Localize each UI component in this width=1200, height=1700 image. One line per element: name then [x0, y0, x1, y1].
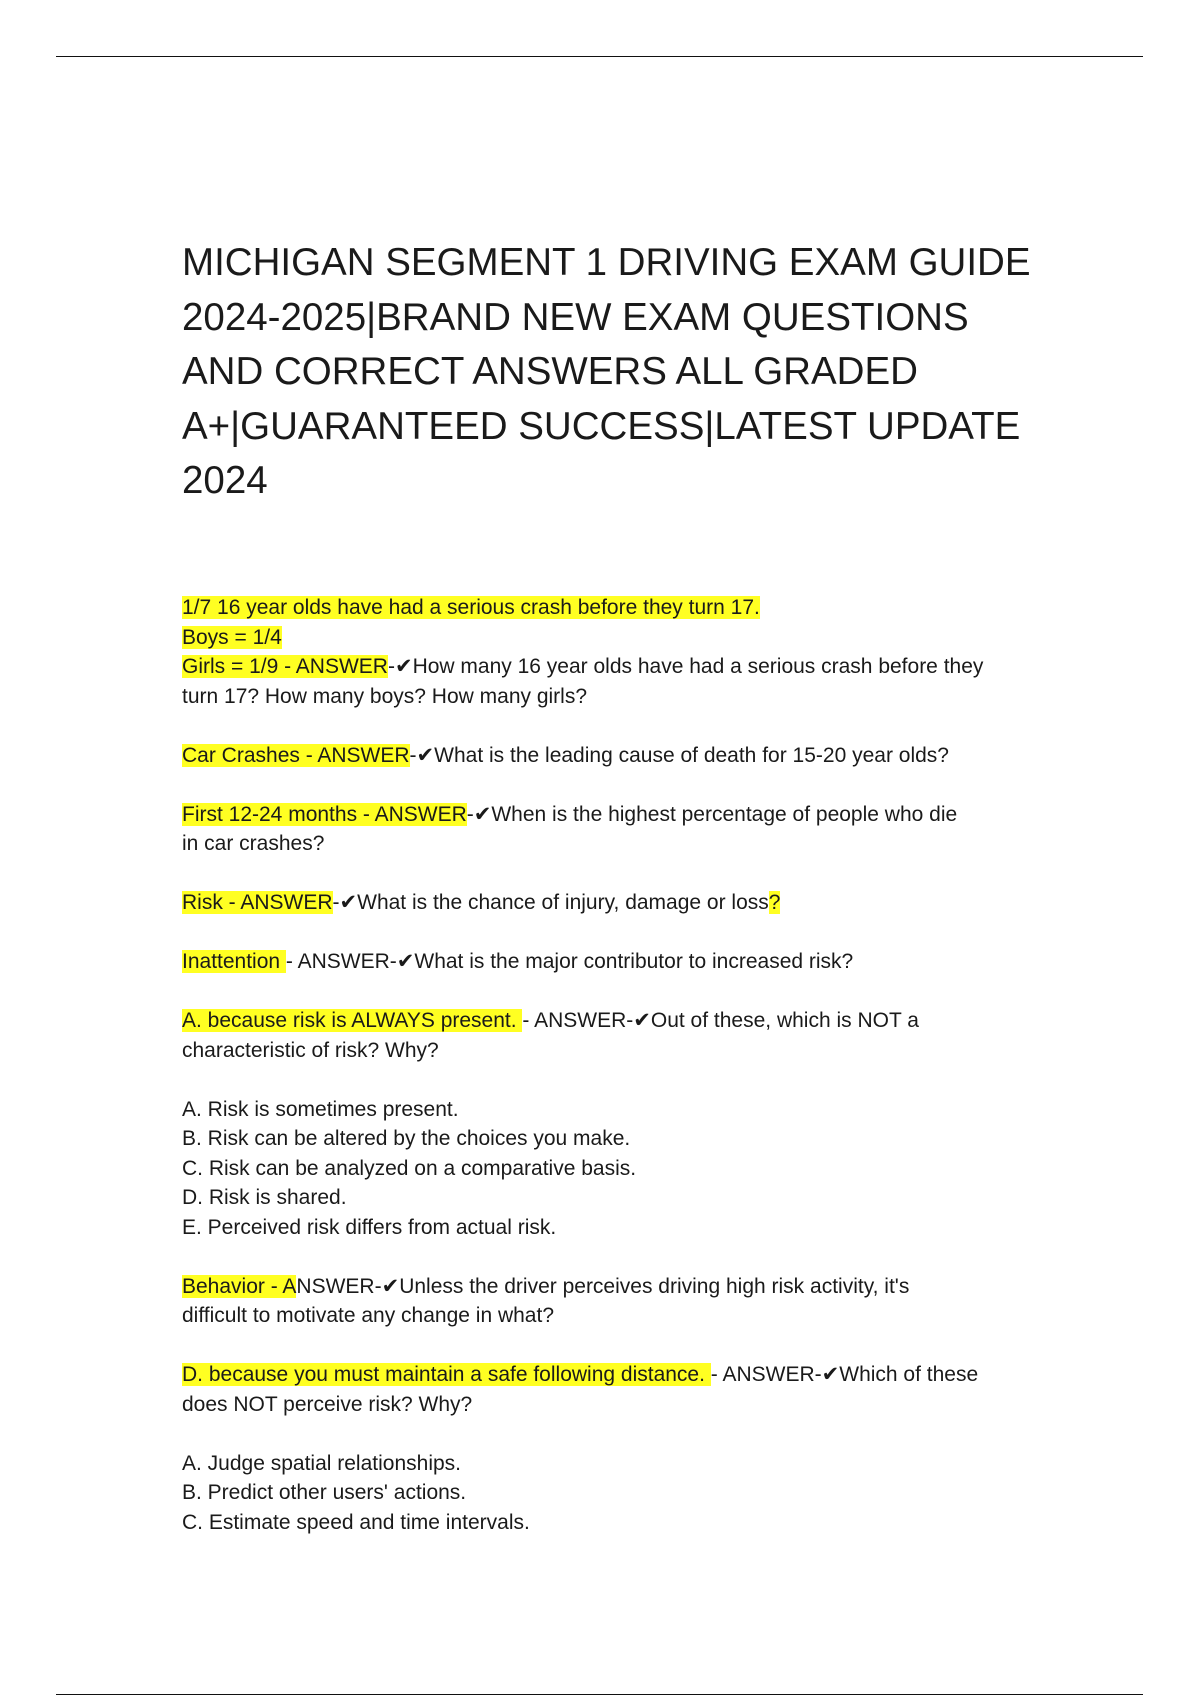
question-text: Out of these, which is NOT a	[650, 1009, 919, 1032]
title-line: AND CORRECT ANSWERS ALL GRADED	[182, 350, 918, 393]
qa-item-1	[182, 593, 1042, 711]
question-text: turn 17? How many boys? How many girls?	[182, 684, 588, 708]
checkmark-icon: ✔	[394, 654, 413, 678]
title-line: A+|GUARANTEED SUCCESS|LATEST UPDATE	[182, 404, 1021, 448]
option-list	[182, 1095, 1042, 1243]
answer-highlight: Car Crashes - ANSWER	[182, 743, 410, 767]
checkmark-icon: ✔	[339, 890, 358, 914]
answer-highlight: D. because you must maintain a safe following distance.	[182, 1363, 711, 1386]
separator: -	[466, 802, 474, 826]
question-text: Which of these	[839, 1363, 979, 1386]
answer-highlight: Risk - ANSWER	[182, 891, 333, 914]
option-item: A. Judge spatial relationships.	[182, 1451, 461, 1475]
question-text: When is the highest percentage of people who die	[491, 802, 958, 826]
question-text: characteristic of risk? Why?	[182, 1038, 439, 1062]
checkmark-icon: ✔	[633, 1008, 651, 1032]
qa-item-6	[182, 1006, 1042, 1065]
question-text: in car crashes?	[182, 832, 325, 855]
bottom-rule	[56, 1694, 1143, 1695]
qa-item-4	[182, 888, 1042, 918]
question-text: What is the chance of injury, damage or loss	[357, 891, 769, 914]
answer-highlight: 1/7 16 year olds have had a serious crash before they turn 17.	[182, 596, 760, 619]
document-title	[182, 236, 1062, 509]
checkmark-icon: ✔	[381, 1273, 400, 1298]
answer-highlight: ?	[768, 891, 781, 914]
question-text: How many 16 year olds have had a serious crash before they	[412, 655, 984, 678]
option-item: C. Risk can be analyzed on a comparative basis.	[182, 1156, 637, 1180]
answer-label: NSWER-	[296, 1274, 382, 1298]
answer-highlight: Behavior - A	[182, 1274, 297, 1298]
option-item: A. Risk is sometimes present.	[182, 1097, 459, 1121]
qa-item-8	[182, 1360, 1042, 1419]
title-line: 2024-2025|BRAND NEW EXAM QUESTIONS	[182, 295, 969, 339]
separator: -	[387, 655, 395, 678]
option-list	[182, 1449, 1042, 1538]
separator: -	[409, 743, 417, 767]
checkmark-icon: ✔	[396, 949, 415, 973]
answer-highlight: A. because risk is ALWAYS present.	[182, 1009, 523, 1032]
answer-label: - ANSWER-	[710, 1363, 822, 1386]
option-item: B. Risk can be altered by the choices you make.	[182, 1127, 631, 1150]
question-text: What is the major contributor to increased risk?	[414, 950, 854, 973]
checkmark-icon: ✔	[473, 801, 492, 826]
answer-highlight: Boys = 1/4	[182, 625, 282, 649]
checkmark-icon: ✔	[821, 1362, 840, 1386]
separator: -	[332, 891, 340, 914]
title-line: MICHIGAN SEGMENT 1 DRIVING EXAM GUIDE	[182, 241, 1031, 284]
answer-label: - ANSWER-	[285, 950, 397, 973]
qa-item-3	[182, 800, 1042, 859]
checkmark-icon: ✔	[416, 742, 435, 767]
option-item: E. Perceived risk differs from actual risk.	[182, 1215, 557, 1239]
question-text: Unless the driver perceives driving high risk activity, it's	[399, 1274, 910, 1298]
title-line: 2024	[182, 459, 268, 502]
qa-item-7	[182, 1272, 1042, 1331]
question-text: difficult to motivate any change in what?	[182, 1304, 555, 1327]
question-text: does NOT perceive risk? Why?	[182, 1392, 473, 1416]
option-item: C. Estimate speed and time intervals.	[182, 1510, 530, 1534]
answer-highlight: Inattention	[182, 950, 286, 973]
answer-label: - ANSWER-	[522, 1009, 634, 1032]
qa-item-5	[182, 947, 1042, 977]
answer-highlight: Girls = 1/9 - ANSWER	[182, 655, 388, 678]
qa-item-2	[182, 741, 1042, 771]
qa-list	[182, 593, 1042, 1567]
answer-highlight: First 12-24 months - ANSWER	[182, 802, 467, 826]
top-rule	[56, 56, 1143, 57]
question-text: What is the leading cause of death for 15-20 year olds?	[434, 743, 949, 767]
option-item: B. Predict other users' actions.	[182, 1481, 467, 1504]
option-item: D. Risk is shared.	[182, 1186, 347, 1209]
